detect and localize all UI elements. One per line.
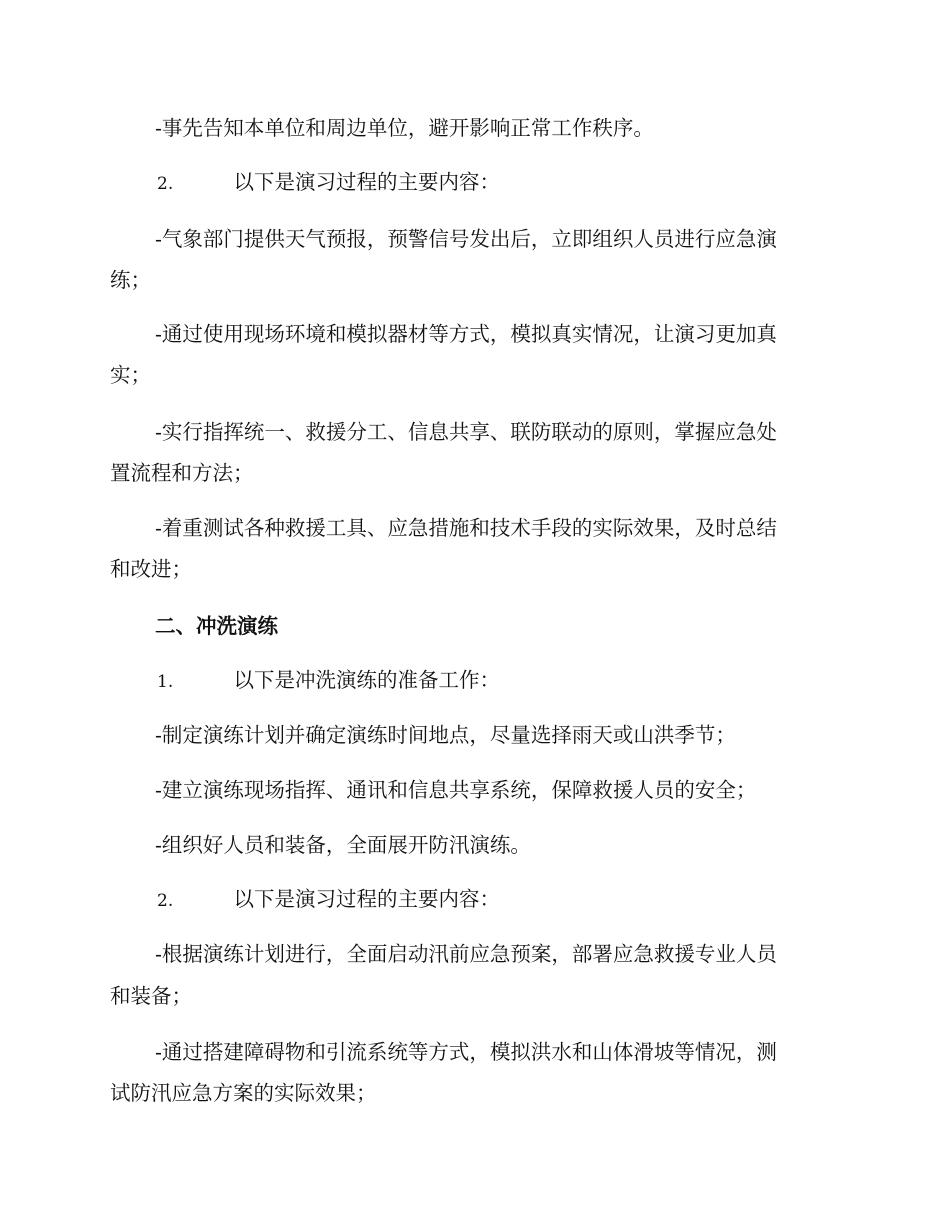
paragraph-simulation-line2: 实； — [110, 363, 151, 387]
paragraph-flood-simulation-line1: -通过搭建障碍物和引流系统等方式，模拟洪水和山体滑坡等情况，测 — [155, 1040, 777, 1064]
item-number: 2. — [157, 891, 174, 911]
item-text: 以下是冲洗演练的准备工作： — [233, 668, 501, 692]
section-heading-flush-drill: 二、冲洗演练 — [155, 614, 278, 638]
paragraph-command-principles-line2: 置流程和方法； — [110, 461, 254, 485]
paragraph-test-tools-line1: -着重测试各种救援工具、应急措施和技术手段的实际效果，及时总结 — [155, 516, 777, 540]
paragraph-weather-forecast-line1: -气象部门提供天气预报，预警信号发出后，立即组织人员进行应急演 — [155, 227, 777, 251]
paragraph-launch-plan-line2: 和装备； — [110, 984, 192, 1008]
numbered-item-1-preparation — [155, 666, 830, 694]
paragraph-organize-personnel: -组织好人员和装备，全面展开防汛演练。 — [155, 833, 531, 857]
paragraph-weather-forecast-line2: 练； — [110, 268, 151, 292]
paragraph-notify-units: -事先告知本单位和周边单位，避开影响正常工作秩序。 — [155, 116, 654, 140]
paragraph-drill-plan: -制定演练计划并确定演练时间地点，尽量选择雨天或山洪季节； — [155, 723, 736, 747]
paragraph-flood-simulation-line2: 试防汛应急方案的实际效果； — [110, 1081, 377, 1105]
item-number: 2. — [157, 174, 174, 194]
paragraph-command-system: -建立演练现场指挥、通讯和信息共享系统，保障救援人员的安全； — [155, 778, 757, 802]
numbered-item-2-process-second — [155, 885, 830, 913]
numbered-item-2-process — [155, 168, 830, 196]
item-text: 以下是演习过程的主要内容： — [233, 887, 501, 911]
paragraph-launch-plan-line1: -根据演练计划进行，全面启动汛前应急预案，部署应急救援专业人员 — [155, 942, 777, 966]
paragraph-command-principles-line1: -实行指挥统一、救援分工、信息共享、联防联动的原则，掌握应急处 — [155, 420, 777, 444]
item-number: 1. — [157, 672, 174, 692]
paragraph-simulation-line1: -通过使用现场环境和模拟器材等方式，模拟真实情况，让演习更加真 — [155, 322, 777, 346]
paragraph-test-tools-line2: 和改进； — [110, 557, 192, 581]
item-text: 以下是演习过程的主要内容： — [233, 170, 501, 194]
